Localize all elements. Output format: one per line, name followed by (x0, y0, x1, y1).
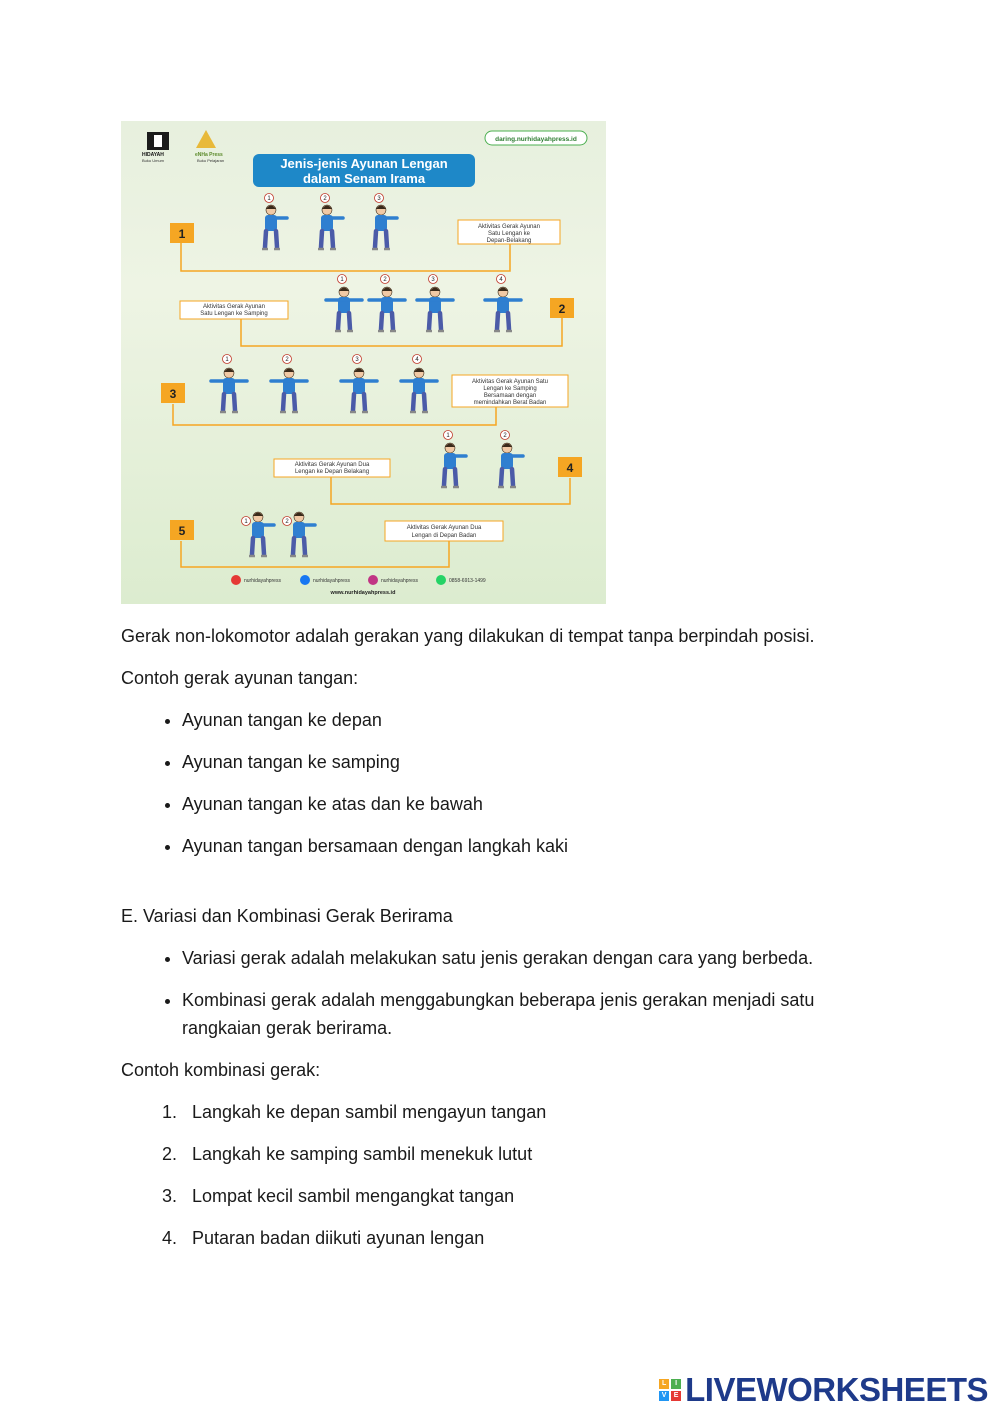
step-number: 1 (244, 519, 248, 526)
brand-name: LIVEWORKSHEETS (685, 1371, 988, 1408)
person-figure (369, 287, 405, 331)
person-figure (262, 205, 287, 249)
person-figure (249, 512, 274, 556)
person-figure (498, 443, 523, 487)
section-4-label-1: Aktivitas Gerak Ayunan Dua (294, 462, 370, 468)
step-number: 2 (285, 519, 289, 526)
step-number: 3 (355, 357, 359, 364)
poster-graphic (121, 121, 606, 604)
document-body (121, 622, 881, 1266)
list-item: 4. Putaran badan diikuti ayunan lengan (182, 1224, 881, 1252)
section-3-label-3: Bersamaan dengan (483, 393, 537, 399)
liveworksheets-logo[interactable] (659, 1372, 988, 1408)
list-item: • Kombinasi gerak adalah menggabungkan beberapa jenis gerakan menjadi satu rangkaian gerak berirama. (182, 986, 881, 1042)
list-item: 2. Langkah ke samping sambil menekuk lutut (182, 1140, 881, 1168)
poster-socials (231, 575, 486, 596)
cube-l: L (659, 1379, 669, 1389)
section-3-label-2: Lengan ke Samping (483, 386, 537, 392)
person-figure (417, 287, 453, 331)
section-1-label-3: Depan-Belakang (486, 238, 532, 244)
logo-right-sub: Buku Pelajaran (197, 158, 225, 163)
logo-cubes-icon (659, 1379, 681, 1401)
poster-site: daring.nurhidayahpress.id (495, 136, 577, 143)
step-number: 2 (383, 277, 387, 284)
person-figure (372, 205, 397, 249)
person-figure (318, 205, 343, 249)
person-figure (485, 287, 521, 331)
person-figure (211, 368, 247, 412)
social-whatsapp: 0858-6913-1499 (449, 578, 486, 584)
section-2-label-2: Satu Lengan ke Samping (200, 311, 268, 317)
list-item: • Variasi gerak adalah melakukan satu jenis gerakan dengan cara yang berbeda. (182, 944, 881, 972)
section-3-number: 3 (169, 387, 177, 401)
person-figure (441, 443, 466, 487)
step-number: 2 (323, 196, 327, 203)
section-2-number: 2 (558, 302, 566, 316)
social-youtube: nurhidayahpress (244, 578, 281, 584)
list-item: 1. Langkah ke depan sambil mengayun tangan (182, 1098, 881, 1126)
section-5-number: 5 (178, 524, 186, 538)
step-number: 1 (340, 277, 344, 284)
person-figure (341, 368, 377, 412)
step-number: 1 (225, 357, 229, 364)
enha-logo (195, 130, 224, 163)
step-number: 3 (431, 277, 435, 284)
social-facebook: nurhidayahpress (313, 578, 350, 584)
step-number: 1 (446, 433, 450, 440)
person-figure (290, 512, 315, 556)
section-4-label-2: Lengan ke Depan Belakang (294, 469, 370, 475)
step-number: 2 (503, 433, 507, 440)
section-1-label-2: Satu Lengan ke (487, 231, 531, 237)
person-figure (271, 368, 307, 412)
list-item: • Ayunan tangan ke atas dan ke bawah (182, 790, 881, 818)
social-instagram: nurhidayahpress (381, 578, 418, 584)
section-4-number: 4 (566, 461, 574, 475)
spacer (121, 874, 881, 902)
list-item: • Ayunan tangan bersamaan dengan langkah kaki (182, 832, 881, 860)
poster-title-1: Jenis-jenis Ayunan Lengan (280, 156, 448, 171)
section-heading: E. Variasi dan Kombinasi Gerak Berirama (121, 906, 453, 926)
logo-right-title: eNHa Press (195, 152, 223, 158)
paragraph-definition: Gerak non-lokomotor adalah gerakan yang dilakukan di tempat tanpa berpindah posisi. (121, 626, 815, 646)
bullet-list-variation (121, 944, 881, 1042)
logo-left-title: HIDAYAH (142, 152, 164, 158)
poster-footer-url: www.nurhidayahpress.id (330, 590, 396, 596)
cube-e: E (671, 1391, 681, 1401)
numbered-list-combination (121, 1098, 881, 1252)
step-number: 4 (415, 357, 419, 364)
paragraph-examples-intro: Contoh gerak ayunan tangan: (121, 668, 359, 688)
list-item: • Ayunan tangan ke samping (182, 748, 881, 776)
section-5-label-1: Aktivitas Gerak Ayunan Dua (406, 525, 482, 531)
cube-i: I (671, 1379, 681, 1389)
section-5-label-2: Lengan di Depan Badan (411, 533, 477, 539)
section-3-label-4: memindahkan Berat Badan (473, 400, 547, 406)
section-1-label-1: Aktivitas Gerak Ayunan (478, 224, 540, 230)
step-number: 3 (377, 196, 381, 203)
section-2-label-1: Aktivitas Gerak Ayunan (203, 304, 265, 310)
list-item: • Ayunan tangan ke depan (182, 706, 881, 734)
hidayah-logo (142, 132, 169, 163)
cube-v: V (659, 1391, 669, 1401)
step-number: 4 (499, 277, 503, 284)
person-figure (401, 368, 437, 412)
bullet-list-swing (121, 706, 881, 860)
step-number: 1 (267, 196, 271, 203)
poster-image (121, 121, 606, 604)
logo-left-sub: Buku Umum (142, 158, 165, 163)
paragraph-combination-intro: Contoh kombinasi gerak: (121, 1060, 321, 1080)
poster-title-2: dalam Senam Irama (302, 171, 426, 186)
section-1-number: 1 (178, 227, 186, 241)
person-figure (326, 287, 362, 331)
step-number: 2 (285, 357, 289, 364)
section-3-label-1: Aktivitas Gerak Ayunan Satu (472, 379, 548, 385)
list-item: 3. Lompat kecil sambil mengangkat tangan (182, 1182, 881, 1210)
